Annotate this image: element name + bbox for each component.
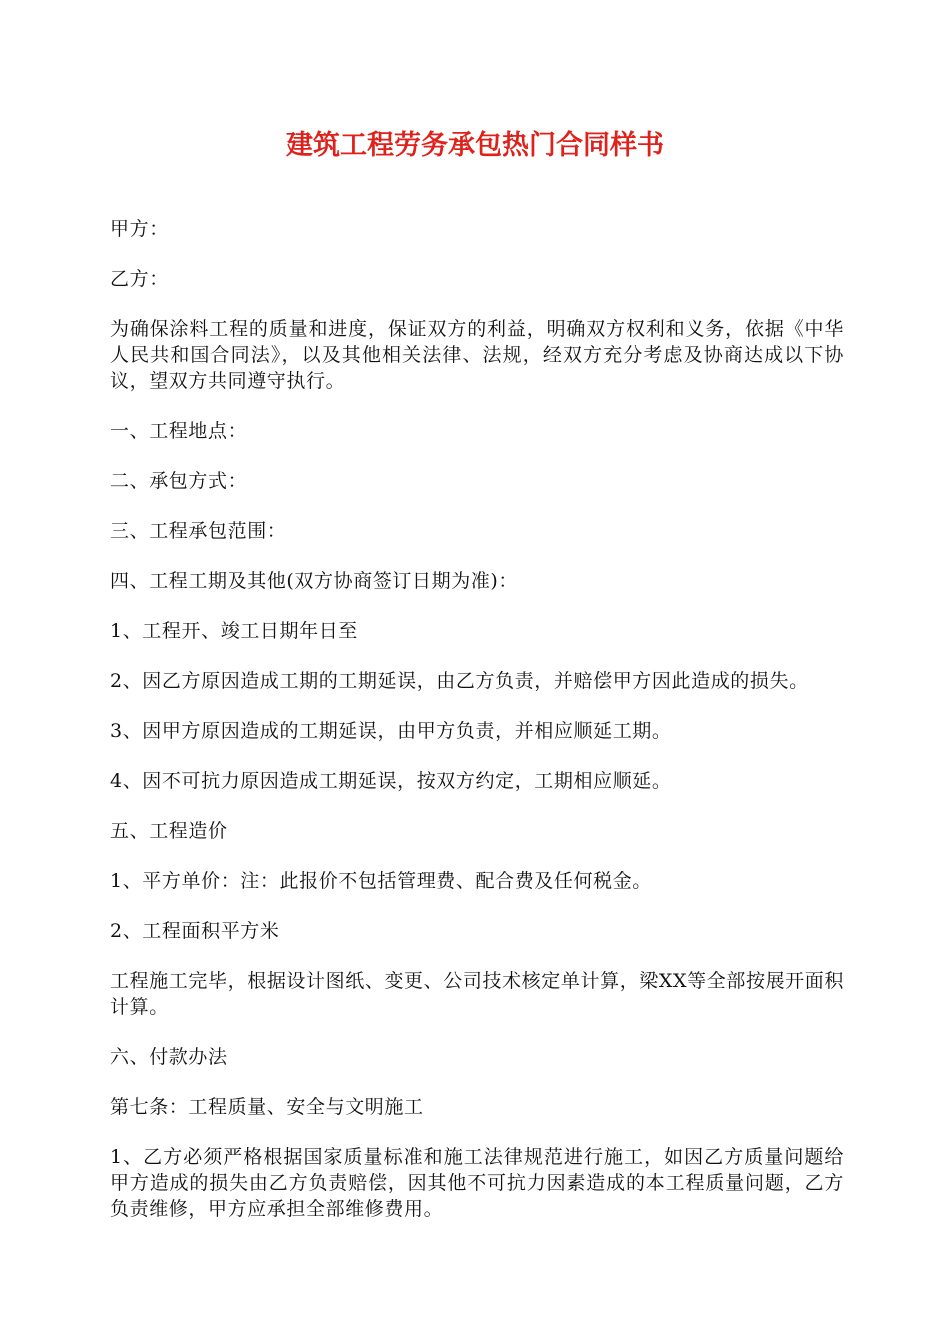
paragraph-item-4-1: 1、工程开、竣工日期年日至 <box>110 620 358 642</box>
paragraph-item-7-1: 1、乙方必须严格根据国家质量标准和施工法律规范进行施工，如因乙方质量问题给甲方造成的损失由乙方负责赔偿，因其他不可抗力因素造成的本工程质量问题，乙方负责维修，甲方应承担全部维修费用。 <box>110 1146 844 1220</box>
paragraph-item-4-2: 2、因乙方原因造成工期的工期延误，由乙方负责，并赔偿甲方因此造成的损失。 <box>110 670 809 692</box>
paragraph-section-1: 一、工程地点： <box>110 420 248 442</box>
paragraph-section-2: 二、承包方式： <box>110 470 248 492</box>
paragraph-item-4-3: 3、因甲方原因造成的工期延误，由甲方负责，并相应顺延工期。 <box>110 720 672 742</box>
paragraph-preamble: 为确保涂料工程的质量和进度，保证双方的利益，明确双方权利和义务，依据《中华人民共和国合同法》，以及其他相关法律、法规，经双方充分考虑及协商达成以下协议，望双方共同遵守执行。 <box>110 318 844 392</box>
paragraph-item-5-2: 2、工程面积平方米 <box>110 920 280 942</box>
paragraph-article-7: 第七条：工程质量、安全与文明施工 <box>110 1096 424 1118</box>
paragraph-item-5-1: 1、平方单价：注：此报价不包括管理费、配合费及任何税金。 <box>110 870 652 892</box>
paragraph-party-b: 乙方： <box>110 268 169 290</box>
paragraph-item-4-4: 4、因不可抗力原因造成工期延误，按双方约定，工期相应顺延。 <box>110 770 672 792</box>
document-body <box>110 216 844 1246</box>
paragraph-section-5: 五、工程造价 <box>110 820 228 842</box>
paragraph-section-3: 三、工程承包范围： <box>110 520 287 542</box>
paragraph-item-5-note: 工程施工完毕，根据设计图纸、变更、公司技术核定单计算，梁XX等全部按展开面积计算。 <box>110 970 844 1018</box>
document-title: 建筑工程劳务承包热门合同样书 <box>286 130 664 161</box>
paragraph-section-6: 六、付款办法 <box>110 1046 228 1068</box>
paragraph-section-4: 四、工程工期及其他(双方协商签订日期为准)： <box>110 570 519 592</box>
paragraph-party-a: 甲方： <box>110 218 169 240</box>
